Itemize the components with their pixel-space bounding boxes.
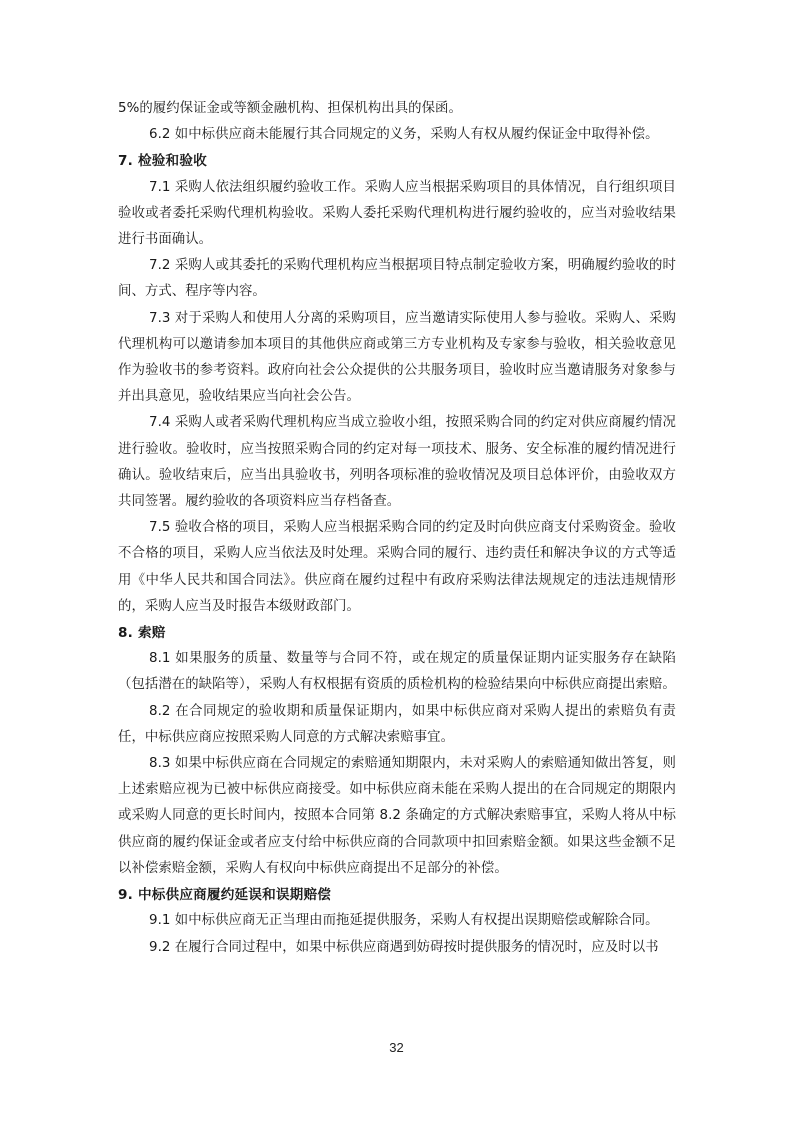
heading-8-claims: 8. 索赔 — [118, 625, 166, 642]
heading-7-inspection: 7. 检验和验收 — [118, 153, 207, 170]
paragraph-6-2: 6.2 如中标供应商未能履行其合同规定的义务，采购人有权从履约保证金中取得补偿。 — [149, 127, 659, 143]
paragraph-8-2: 8.2 在合同规定的验收期和质量保证期内，如果中标供应商对采购人提出的索赔负有责任，中标供应商应按照采购人同意的方式解决索赔事宜。 — [118, 703, 676, 745]
paragraph-7-5: 7.5 验收合格的项目，采购人应当根据采购合同的约定及时向供应商支付采购资金。验收不合格的项目，采购人应当依法及时处理。采购合同的履行、违约责任和解决争议的方式等适用《中华人民共和国合同法》。供应商在履约过程中有政府采购法律法规规定的违法违规情形的，采购人应当及时报告本级财政部门。 — [118, 520, 676, 614]
page-number: 32 — [389, 1040, 404, 1055]
paragraph-7-4: 7.4 采购人或者采购代理机构应当成立验收小组，按照采购合同的约定对供应商履约情况进行验收。验收时，应当按照采购合同的约定对每一项技术、服务、安全标准的履约情况进行确认。验收结束后，应当出具验收书，列明各项标准的验收情况及项目总体评价，由验收双方共同签署。履约验收的各项资料应当存档备查。 — [118, 415, 676, 510]
document-body — [118, 96, 676, 961]
paragraph-5-continuation: 5%的履约保证金或等额金融机构、担保机构出具的保函。 — [118, 101, 462, 116]
paragraph-7-1: 7.1 采购人依法组织履约验收工作。采购人应当根据采购项目的具体情况，自行组织项目验收或者委托采购代理机构验收。采购人委托采购代理机构进行履约验收的，应当对验收结果进行书面确认。 — [118, 179, 676, 248]
paragraph-7-3: 7.3 对于采购人和使用人分离的采购项目，应当邀请实际使用人参与验收。采购人、采购代理机构可以邀请参加本项目的其他供应商或第三方专业机构及专家参与验收，相关验收意见作为验收书的参考资料。政府向社会公众提供的公共服务项目，验收时应当邀请服务对象参与并出具意见，验收结果应当向社会公告。 — [118, 310, 676, 405]
heading-9-delay: 9. 中标供应商履约延误和误期赔偿 — [118, 887, 332, 904]
paragraph-9-2: 9.2 在履行合同过程中，如果中标供应商遇到妨碍按时提供服务的情况时，应及时以书 — [149, 939, 659, 955]
paragraph-8-1: 8.1 如果服务的质量、数量等与合同不符，或在规定的质量保证期内证实服务存在缺陷（包括潜在的缺陷等），采购人有权根据有资质的质检机构的检验结果向中标供应商提出索赔。 — [118, 651, 676, 693]
paragraph-8-3: 8.3 如果中标供应商在合同规定的索赔通知期限内，未对采购人的索赔通知做出答复，则上述索赔应视为已被中标供应商接受。如中标供应商未能在采购人提出的在合同规定的期限内或采购人同意的更长时间内，按照本合同第 8.2 条确定的方式解决索赔事宜，采购人将从中标供应商的履约保证金或者应支付给中标供应商的合同款项中扣回索赔金额。如果这些金额不足以补偿索赔金额，采购人有权向中标供应商提出不足部分的补偿。 — [118, 756, 676, 876]
paragraph-7-2: 7.2 采购人或其委托的采购代理机构应当根据项目特点制定验收方案，明确履约验收的时间、方式、程序等内容。 — [118, 258, 676, 300]
paragraph-9-1: 9.1 如中标供应商无正当理由而拖延提供服务，采购人有权提出误期赔偿或解除合同。 — [149, 913, 659, 929]
